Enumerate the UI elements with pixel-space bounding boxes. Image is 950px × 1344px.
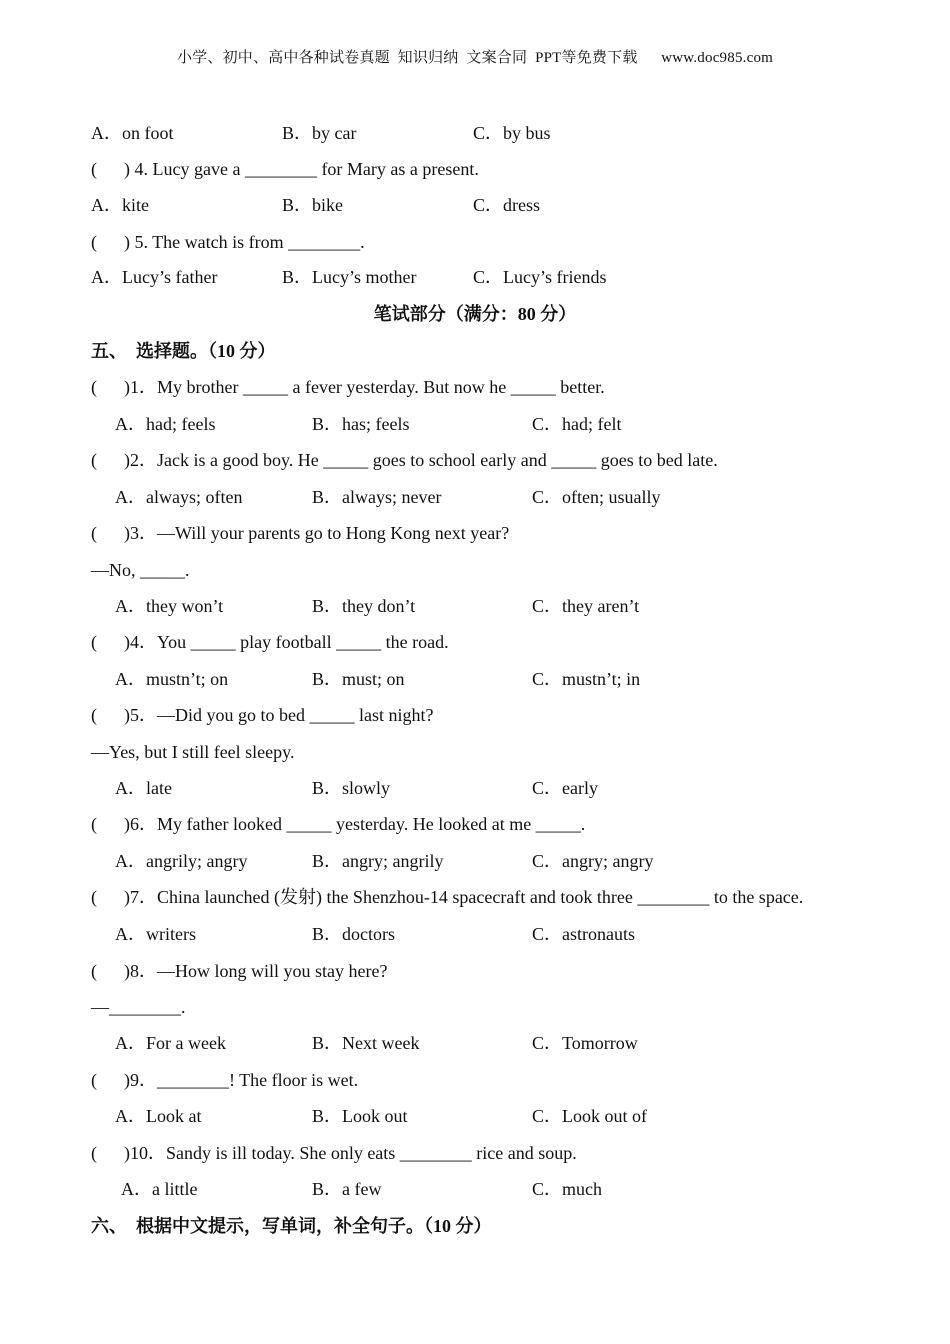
s5-q6-option-a: A．angrily; angry (115, 851, 248, 871)
q4-option-b: B．bike (282, 195, 343, 215)
s5-q2-stem: ( )2．Jack is a good boy. He _____ goes to school early and _____ goes to bed late. (91, 450, 718, 470)
s5-q9-option-a: A．Look at (115, 1106, 202, 1126)
s5-q7-option-c: C．astronauts (532, 924, 635, 944)
s5-q4-stem: ( )4．You _____ play football _____ the road. (91, 632, 449, 652)
s5-q1-option-b: B．has; feels (312, 414, 410, 434)
s5-q4-option-a: A．mustn’t; on (115, 669, 229, 689)
q3-option-a: A．on foot (91, 123, 174, 143)
s5-q10-option-c: C．much (532, 1179, 602, 1199)
q4-option-a: A．kite (91, 195, 149, 215)
s5-q9-option-c: C．Look out of (532, 1106, 647, 1126)
s5-q2-option-c: C．often; usually (532, 487, 661, 507)
s5-q7-option-b: B．doctors (312, 924, 395, 944)
s5-q3-stem: ( )3．—Will your parents go to Hong Kong next year? (91, 523, 510, 543)
s5-q7-stem: ( )7．China launched (发射) the Shenzhou-14 spacecraft and took three ________ to the space. (91, 887, 804, 907)
s5-q2-option-b: B．always; never (312, 487, 442, 507)
s5-q6-option-b: B．angry; angrily (312, 851, 444, 871)
page-header: 小学、初中、高中各种试卷真题 知识归纳 文案合同 PPT等免费下载 www.doc985.com (176, 50, 774, 66)
written-part-title: 笔试部分（满分：80 分） (373, 304, 577, 324)
s5-q8-stem: ( )8．—How long will you stay here? (91, 961, 388, 981)
s5-q8-option-c: C．Tomorrow (532, 1033, 638, 1053)
q5-option-b: B．Lucy’s mother (282, 267, 417, 287)
q5-option-c: C．Lucy’s friends (473, 267, 607, 287)
s5-q4-option-c: C．mustn’t; in (532, 669, 641, 689)
s5-q10-option-a: A．a little (121, 1179, 198, 1199)
q5-option-a: A．Lucy’s father (91, 267, 218, 287)
s5-q4-option-b: B．must; on (312, 669, 405, 689)
listening-q4-stem: ( ) 4. Lucy gave a ________ for Mary as a present. (91, 159, 479, 179)
section6-heading: 六、 根据中文提示，写单词，补全句子。（10 分） (91, 1216, 492, 1236)
s5-q6-stem: ( )6．My father looked _____ yesterday. He looked at me _____. (91, 814, 586, 834)
s5-q3-option-a: A．they won’t (115, 596, 224, 616)
s5-q5-reply: —Yes, but I still feel sleepy. (91, 742, 295, 762)
s5-q1-option-a: A．had; feels (115, 414, 216, 434)
s5-q5-stem: ( )5．—Did you go to bed _____ last night? (91, 705, 434, 725)
q3-option-b: B．by car (282, 123, 357, 143)
s5-q3-reply: —No, _____. (91, 560, 190, 580)
s5-q1-option-c: C．had; felt (532, 414, 622, 434)
s5-q9-option-b: B．Look out (312, 1106, 408, 1126)
s5-q8-option-a: A．For a week (115, 1033, 226, 1053)
q3-option-c: C．by bus (473, 123, 551, 143)
s5-q6-option-c: C．angry; angry (532, 851, 654, 871)
s5-q2-option-a: A．always; often (115, 487, 243, 507)
s5-q10-option-b: B．a few (312, 1179, 382, 1199)
q4-option-c: C．dress (473, 195, 540, 215)
s5-q5-option-a: A．late (115, 778, 172, 798)
s5-q9-stem: ( )9．________! The floor is wet. (91, 1070, 359, 1090)
s5-q1-stem: ( )1．My brother _____ a fever yesterday. But now he _____ better. (91, 377, 605, 397)
listening-q5-stem: ( ) 5. The watch is from ________. (91, 232, 365, 252)
s5-q8-reply: —________. (91, 997, 186, 1017)
s5-q7-option-a: A．writers (115, 924, 196, 944)
s5-q5-option-b: B．slowly (312, 778, 391, 798)
s5-q10-stem: ( )10．Sandy is ill today. She only eats ________ rice and soup. (91, 1143, 577, 1163)
s5-q5-option-c: C．early (532, 778, 598, 798)
s5-q8-option-b: B．Next week (312, 1033, 420, 1053)
s5-q3-option-c: C．they aren’t (532, 596, 640, 616)
s5-q3-option-b: B．they don’t (312, 596, 416, 616)
section5-heading: 五、 选择题。（10 分） (91, 341, 276, 361)
